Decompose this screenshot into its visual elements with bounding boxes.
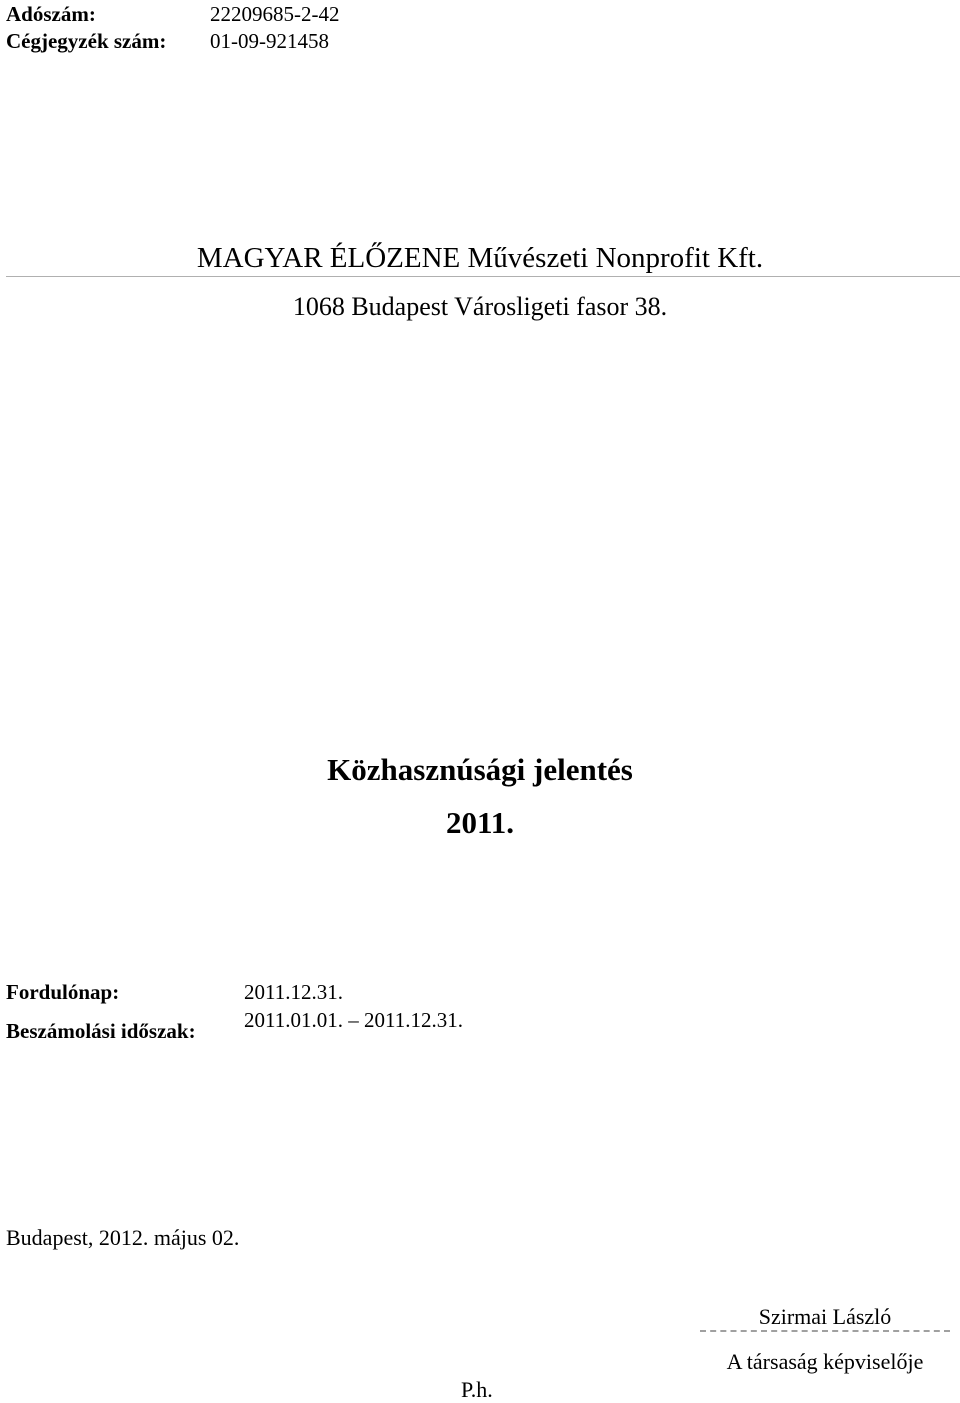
stamp-placeholder: P.h. (461, 1377, 493, 1402)
place-and-date: Budapest, 2012. május 02. (6, 1225, 240, 1250)
registry-number-label: Cégjegyzék szám: (6, 29, 167, 53)
report-title: Közhasznúsági jelentés (327, 752, 633, 787)
tax-number-label: Adószám: (6, 2, 96, 26)
company-name: MAGYAR ÉLŐZENE Művészeti Nonprofit Kft. (196, 242, 764, 274)
header-rule (6, 276, 960, 277)
signer-name: Szirmai László (758, 1304, 892, 1329)
closing-date-value: 2011.12.31. (244, 980, 343, 1004)
registry-number-value: 01-09-921458 (210, 29, 329, 53)
closing-date-label: Fordulónap: (6, 980, 120, 1004)
tax-number-value: 22209685-2-42 (210, 2, 340, 26)
company-address: 1068 Budapest Városligeti fasor 38. (292, 292, 668, 321)
report-year: 2011. (445, 805, 515, 840)
signer-role: A társaság képviselője (726, 1349, 924, 1374)
reporting-period-value: 2011.01.01. – 2011.12.31. (244, 1008, 463, 1032)
reporting-period-label: Beszámolási időszak: (6, 1019, 196, 1043)
signature-line (700, 1330, 950, 1332)
